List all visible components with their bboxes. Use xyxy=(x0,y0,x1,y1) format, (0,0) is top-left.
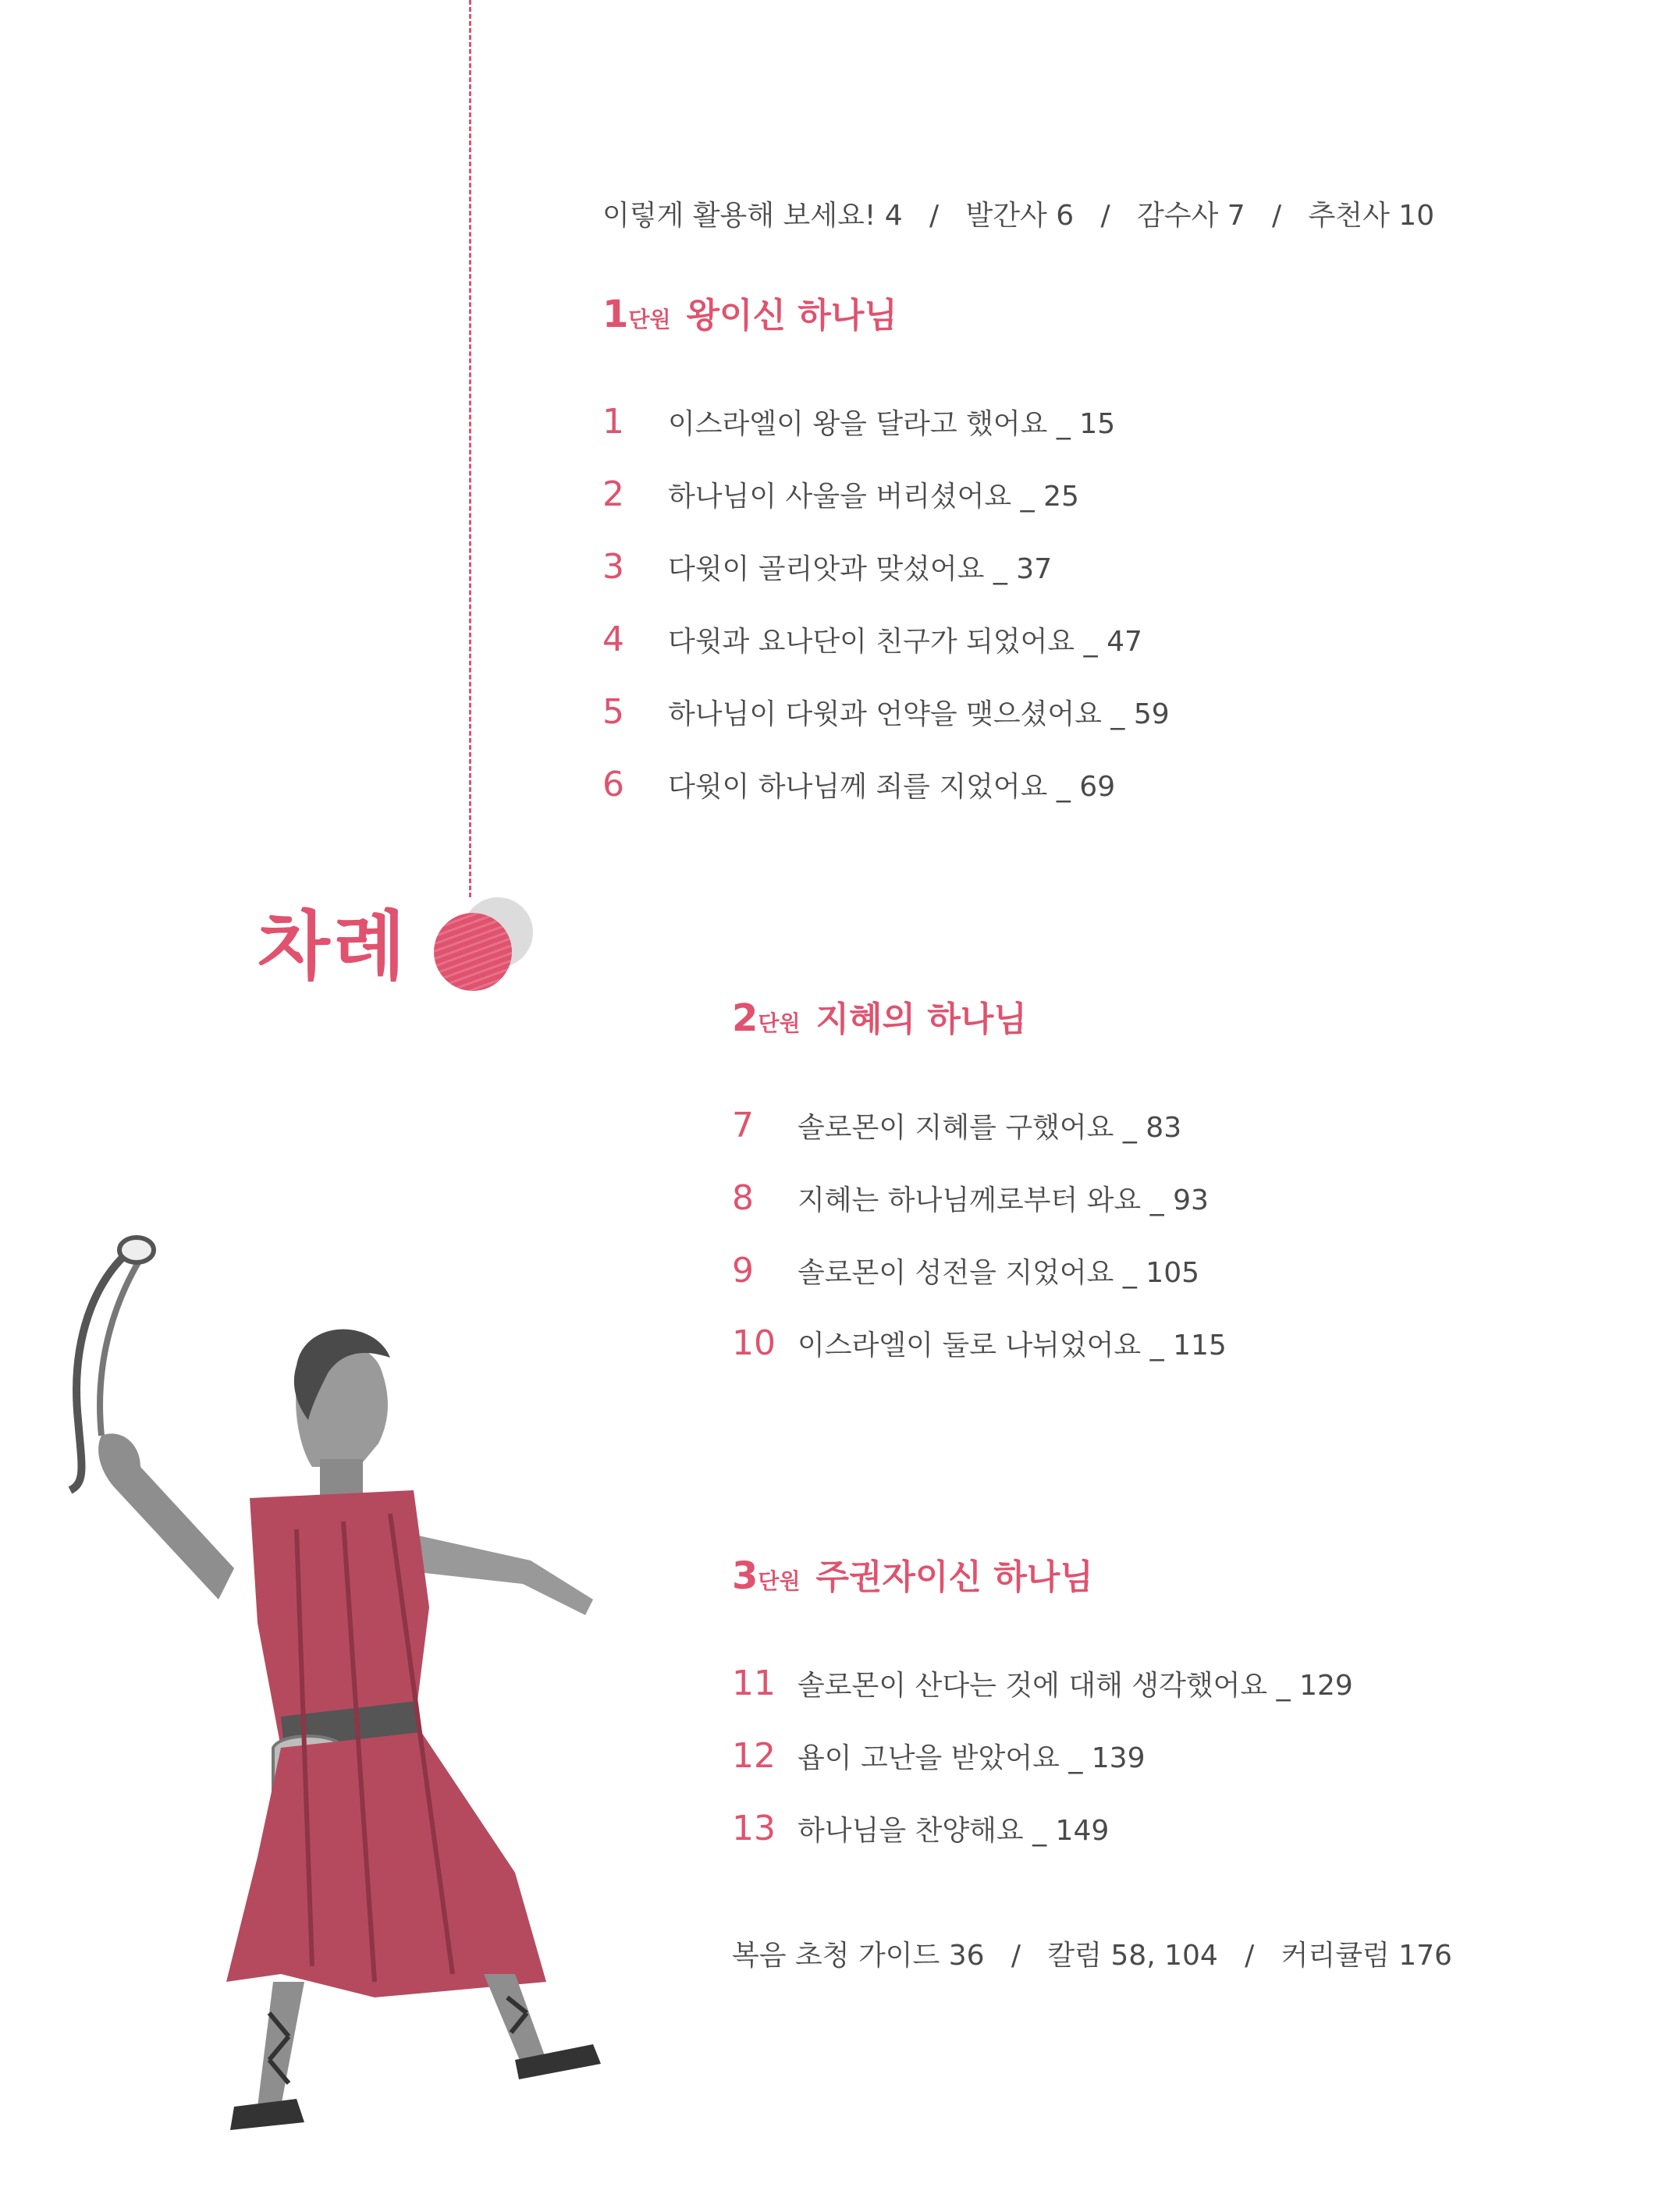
front-link[interactable]: 추천사 10 xyxy=(1308,200,1435,232)
lesson-number: 10 xyxy=(732,1323,776,1363)
lesson-item[interactable] xyxy=(732,1307,1227,1379)
page-title: 차례 xyxy=(258,903,409,990)
unit-name: 지혜의 하나님 xyxy=(815,999,1027,1039)
lesson-item[interactable] xyxy=(732,1792,1353,1865)
lesson-number: 2 xyxy=(602,474,624,514)
lesson-item[interactable] xyxy=(602,603,1170,676)
lesson-number: 4 xyxy=(602,620,624,659)
unit-1-section xyxy=(602,287,1170,821)
unit-number: 2 xyxy=(732,996,758,1040)
lesson-title: 솔로몬이 성전을 지었어요 _ 105 xyxy=(798,1257,1200,1289)
back-matter-links xyxy=(732,1933,1452,1973)
lesson-number: 6 xyxy=(602,765,624,804)
lesson-title: 다윗이 하나님께 죄를 지었어요 _ 69 xyxy=(668,771,1116,803)
unit-3-section xyxy=(732,1549,1353,1865)
lesson-item[interactable] xyxy=(732,1720,1353,1792)
lesson-item[interactable] xyxy=(732,1089,1227,1162)
unit-name: 왕이신 하나님 xyxy=(686,296,897,336)
unit-number: 3 xyxy=(732,1554,758,1598)
lesson-title: 하나님이 다윗과 언약을 맺으셨어요 _ 59 xyxy=(668,698,1170,730)
separator: / xyxy=(1272,200,1282,232)
lesson-title: 욥이 고난을 받았어요 _ 139 xyxy=(798,1742,1146,1774)
unit-name: 주권자이신 하나님 xyxy=(815,1557,1093,1597)
lesson-title: 하나님을 찬양해요 _ 149 xyxy=(798,1815,1110,1847)
unit-heading xyxy=(732,1549,1353,1611)
dashed-guide-line xyxy=(469,0,471,897)
lesson-item[interactable] xyxy=(602,385,1170,458)
back-link[interactable]: 복음 초청 가이드 36 xyxy=(732,1940,985,1972)
lesson-item[interactable] xyxy=(732,1647,1353,1720)
front-matter-links xyxy=(602,194,1434,233)
lesson-title: 솔로몬이 지혜를 구했어요 _ 83 xyxy=(798,1112,1182,1144)
decorative-dot xyxy=(434,913,512,991)
lesson-item[interactable] xyxy=(602,676,1170,748)
lesson-title: 이스라엘이 둘로 나뉘었어요 _ 115 xyxy=(798,1330,1227,1362)
unit-word: 단원 xyxy=(758,1010,801,1036)
sling-stone xyxy=(119,1237,154,1262)
unit-number: 1 xyxy=(602,293,629,336)
lesson-list xyxy=(602,385,1170,821)
separator: / xyxy=(1245,1940,1255,1972)
lesson-number: 7 xyxy=(732,1106,754,1145)
back-sandal xyxy=(230,2099,304,2130)
lesson-item[interactable] xyxy=(732,1162,1227,1234)
lesson-title: 지혜는 하나님께로부터 와요 _ 93 xyxy=(798,1184,1209,1216)
lesson-title: 솔로몬이 산다는 것에 대해 생각했어요 _ 129 xyxy=(798,1670,1353,1702)
back-link[interactable]: 칼럼 58, 104 xyxy=(1047,1940,1218,1972)
lesson-item[interactable] xyxy=(602,531,1170,603)
lesson-number: 8 xyxy=(732,1178,754,1218)
unit-heading xyxy=(732,991,1227,1053)
lesson-number: 12 xyxy=(732,1736,776,1776)
lesson-list xyxy=(732,1647,1353,1865)
separator: / xyxy=(1011,1940,1021,1972)
front-link[interactable]: 발간사 6 xyxy=(965,200,1075,232)
lesson-number: 11 xyxy=(732,1663,776,1703)
lesson-number: 3 xyxy=(602,547,624,587)
raised-arm xyxy=(98,1433,234,1600)
back-link[interactable]: 커리큘럼 176 xyxy=(1281,1940,1452,1972)
lesson-number: 9 xyxy=(732,1251,754,1291)
lesson-title: 하나님이 사울을 버리셨어요 _ 25 xyxy=(668,481,1079,513)
unit-word: 단원 xyxy=(628,307,671,332)
lesson-title: 다윗과 요나단이 친구가 되었어요 _ 47 xyxy=(668,626,1142,658)
lesson-item[interactable] xyxy=(602,458,1170,531)
lesson-title: 이스라엘이 왕을 달라고 했어요 _ 15 xyxy=(668,408,1116,440)
unit-2-section xyxy=(732,991,1227,1379)
front-leg xyxy=(484,1974,546,2068)
lesson-list xyxy=(732,1089,1227,1379)
front-link[interactable]: 감수사 7 xyxy=(1137,200,1245,232)
lesson-item[interactable] xyxy=(732,1234,1227,1307)
unit-heading xyxy=(602,287,1170,350)
lesson-title: 다윗이 골리앗과 맞섰어요 _ 37 xyxy=(668,553,1053,585)
lesson-item[interactable] xyxy=(602,748,1170,821)
david-with-sling-illustration xyxy=(47,1233,655,2153)
separator: / xyxy=(929,200,940,232)
unit-word: 단원 xyxy=(758,1568,801,1594)
lesson-number: 1 xyxy=(602,402,624,442)
separator: / xyxy=(1100,200,1110,232)
lesson-number: 13 xyxy=(732,1809,776,1848)
front-link[interactable]: 이렇게 활용해 보세요! 4 xyxy=(602,200,903,232)
lesson-number: 5 xyxy=(602,692,624,732)
